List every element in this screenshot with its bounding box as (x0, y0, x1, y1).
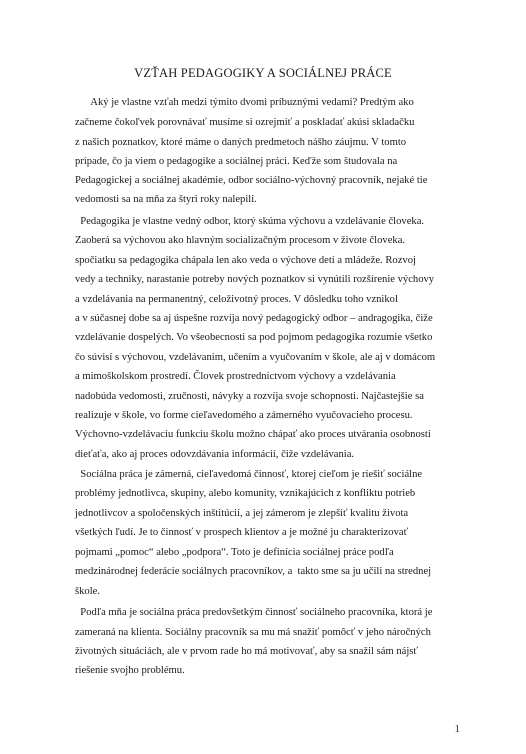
text-line: riešenie svojho problému. (75, 665, 185, 676)
text-line: všetkých ľudí. Je to činnosť v prospech klientov a je možné ju charakterizovať (75, 527, 409, 538)
text-line: problémy jednotlivca, skupiny, alebo komunity, vznikajúcich z konfliktu potrieb (75, 488, 416, 499)
text-line: spočiatku sa pedagogika chápala len ako veda o výchove detí a mládeže. Rozvoj (75, 255, 416, 266)
text-line: a v súčasnej dobe sa aj úspešne rozvíja nový pedagogický odbor – andragogika, čiže (75, 313, 433, 324)
text-line: vedy a techniky, narastanie potreby nových poznatkov si vynútili rozšírenie výchovy (75, 274, 435, 285)
text-line: životných situáciách, ale v prvom rade ho má motivovať, aby sa snažil sám nájsť (75, 646, 418, 657)
text-line: dieťaťa, ako aj proces odovzdávania informácií, čiže vzdelávania. (75, 449, 355, 460)
text-line: medzinárodnej federácie sociálnych pracovníkov, a takto sme sa ju učili na strednej (75, 566, 432, 577)
text-line: vzdelávanie dospelých. Vo všeobecnosti sa pod pojmom pedagogika rozumie všetko (75, 332, 433, 343)
text-line: zameraná na klienta. Sociálny pracovník sa mu má snažiť pomôcť v jeho náročných (75, 627, 431, 638)
text-line: čo súvisí s výchovou, vzdelávaním, učením a vyučovaním v škole, ale aj v domácom (75, 352, 436, 363)
text-line: Pedagogika je vlastne vedný odbor, ktorý skúma výchovu a vzdelávanie človeka. (75, 216, 425, 227)
text-line: a vzdelávania na permanentný, celoživotný proces. V dôsledku toho vznikol (75, 294, 398, 305)
page-number: 1 (454, 723, 460, 735)
text-line: Výchovno-vzdelávaciu funkciu školu možno chápať ako proces utvárania osobnosti (75, 429, 431, 440)
text-line: realizuje v škole, vo forme cieľavedomého a zámerného vyučovacieho procesu. (75, 410, 413, 421)
text-line: začneme čokoľvek porovnávať musíme si ozrejmiť a poskladať akúsi skladačku (75, 117, 415, 128)
text-line: prípade, čo ja viem o pedagogike a sociálnej práci. Keďže som študovala na (75, 156, 398, 167)
text-line: Zaoberá sa výchovou ako hlavným socializačným procesom v živote človeka. (75, 235, 406, 246)
text-line: Podľa mňa je sociálna práca predovšetkým činnosť sociálneho pracovníka, ktorá je (75, 607, 433, 618)
text-line: jednotlivcov a spoločenských inštitúcií, a jej zámerom je zlepšiť kvalitu života (75, 508, 409, 519)
text-line: škole. (75, 586, 101, 597)
text-line: nadobúda vedomosti, zručnosti, návyky a rozvíja svoje schopnosti. Najčastejšie sa (75, 391, 424, 402)
text-line: Sociálna práca je zámerná, cieľavedomá činnosť, ktorej cieľom je riešiť sociálne (75, 469, 423, 480)
text-line: z našich poznatkov, ktoré máme o daných predmetoch nášho záujmu. V tomto (75, 137, 407, 148)
text-line: vedomosti sa na mňa za štyri roky nalepili. (75, 194, 257, 205)
text-line: a mimoškolskom prostredí. Človek prostredníctvom výchovy a vzdelávania (75, 371, 396, 382)
text-line: Pedagogickej a sociálnej akadémie, odbor sociálno-výchovný pracovník, nejaké tie (75, 175, 428, 186)
text-line: Aký je vlastne vzťah medzi týmito dvomi príbuznými vedami? Predtým ako (75, 97, 414, 108)
text-line: pojmami „pomoc“ alebo „podpora“. Toto je definícia sociálnej práce podľa (75, 547, 394, 558)
document-title: VZŤAH PEDAGOGIKY A SOCIÁLNEJ PRÁCE (134, 66, 392, 80)
